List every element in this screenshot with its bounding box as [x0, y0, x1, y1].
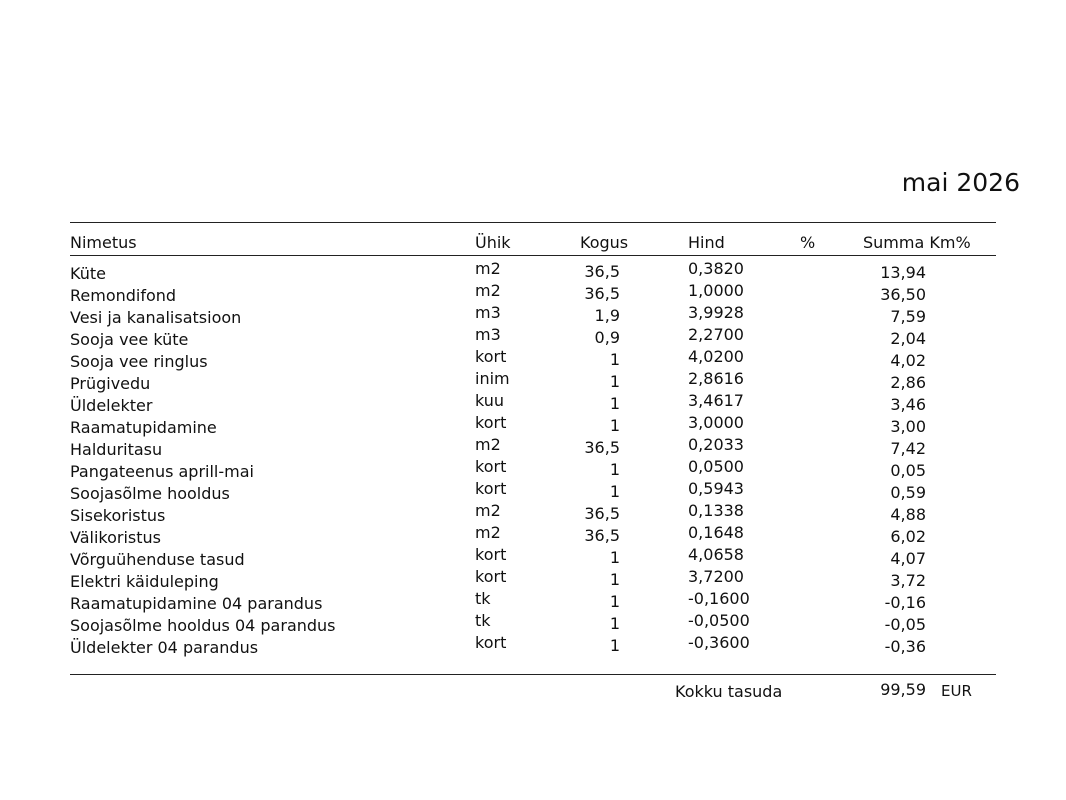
page-title: mai 2026 [901, 168, 1020, 197]
column-header-name: Nimetus [70, 233, 137, 252]
row-price: 4,0200 [688, 347, 744, 366]
table-row [0, 260, 1066, 282]
table-row [0, 436, 1066, 458]
row-sum: 7,42 [890, 439, 926, 458]
row-quantity: 1 [609, 460, 620, 479]
table-bottom-rule [70, 674, 996, 675]
row-name: Soojasõlme hooldus [70, 484, 230, 503]
row-price: 4,0658 [688, 545, 744, 564]
row-unit: kort [475, 413, 507, 432]
table-row [0, 304, 1066, 326]
row-price: 3,7200 [688, 567, 744, 586]
row-price: -0,0500 [688, 611, 750, 630]
row-quantity: 36,5 [584, 262, 620, 281]
row-name: Remondifond [70, 286, 177, 305]
row-name: Küte [70, 264, 106, 283]
row-unit: m3 [475, 303, 501, 322]
row-name: Soojasõlme hooldus 04 parandus [70, 616, 336, 635]
row-price: 2,8616 [688, 369, 744, 388]
row-price: 0,1648 [688, 523, 744, 542]
row-price: 3,0000 [688, 413, 744, 432]
row-quantity: 1 [609, 592, 620, 611]
row-name: Prügivedu [70, 374, 151, 393]
total-value: 99,59 [880, 680, 926, 699]
column-header-price: Hind [688, 233, 725, 252]
column-header-quantity: Kogus [580, 233, 629, 252]
row-sum: 6,02 [890, 527, 926, 546]
row-sum: 0,59 [890, 483, 926, 502]
row-quantity: 1 [609, 372, 620, 391]
row-quantity: 36,5 [584, 284, 620, 303]
total-label: Kokku tasuda [675, 682, 783, 701]
row-unit: m2 [475, 281, 501, 300]
column-header-sum: Summa Km% [863, 233, 971, 252]
table-row [0, 414, 1066, 436]
row-quantity: 1 [609, 416, 620, 435]
row-name: Üldelekter [70, 396, 153, 415]
row-sum: 7,59 [890, 307, 926, 326]
row-sum: -0,05 [884, 615, 926, 634]
row-quantity: 1 [609, 548, 620, 567]
row-sum: 3,00 [890, 417, 926, 436]
row-name: Võrguühenduse tasud [70, 550, 245, 569]
row-quantity: 36,5 [584, 438, 620, 457]
table-row [0, 568, 1066, 590]
row-name: Vesi ja kanalisatsioon [70, 308, 242, 327]
row-sum: 2,86 [890, 373, 926, 392]
row-quantity: 1 [609, 394, 620, 413]
row-price: 0,2033 [688, 435, 744, 454]
table-row [0, 502, 1066, 524]
table-row [0, 282, 1066, 304]
table-row [0, 634, 1066, 656]
column-header-unit: Ühik [475, 233, 511, 252]
row-unit: m2 [475, 523, 501, 542]
row-unit: kort [475, 567, 507, 586]
row-price: -0,3600 [688, 633, 750, 652]
row-sum: 4,02 [890, 351, 926, 370]
row-quantity: 36,5 [584, 526, 620, 545]
row-price: 3,4617 [688, 391, 744, 410]
column-header-percent: % [800, 233, 816, 252]
total-currency: EUR [941, 682, 972, 700]
row-price: 2,2700 [688, 325, 744, 344]
row-name: Sooja vee ringlus [70, 352, 208, 371]
row-sum: 0,05 [890, 461, 926, 480]
row-price: 0,3820 [688, 259, 744, 278]
table-row [0, 392, 1066, 414]
row-price: -0,1600 [688, 589, 750, 608]
row-unit: m2 [475, 435, 501, 454]
row-sum: 3,46 [890, 395, 926, 414]
table-row [0, 524, 1066, 546]
row-quantity: 1 [609, 570, 620, 589]
row-unit: m2 [475, 501, 501, 520]
row-sum: -0,36 [884, 637, 926, 656]
table-top-rule [70, 222, 996, 223]
row-sum: 36,50 [880, 285, 926, 304]
row-name: Elektri käiduleping [70, 572, 219, 591]
row-price: 1,0000 [688, 281, 744, 300]
table-row [0, 326, 1066, 348]
table-row [0, 370, 1066, 392]
table-row [0, 458, 1066, 480]
table-row [0, 612, 1066, 634]
row-price: 0,1338 [688, 501, 744, 520]
row-price: 0,5943 [688, 479, 744, 498]
row-name: Sooja vee küte [70, 330, 189, 349]
row-sum: 4,07 [890, 549, 926, 568]
row-quantity: 1 [609, 482, 620, 501]
row-quantity: 1,9 [594, 306, 620, 325]
table-row [0, 590, 1066, 612]
row-price: 3,9928 [688, 303, 744, 322]
table-row [0, 348, 1066, 370]
row-unit: kort [475, 633, 507, 652]
row-name: Halduritasu [70, 440, 163, 459]
row-unit: tk [475, 589, 491, 608]
row-name: Raamatupidamine 04 parandus [70, 594, 323, 613]
table-row [0, 546, 1066, 568]
row-unit: kort [475, 545, 507, 564]
table-header-rule [70, 255, 996, 256]
row-sum: 4,88 [890, 505, 926, 524]
row-unit: kuu [475, 391, 505, 410]
row-name: Välikoristus [70, 528, 161, 547]
row-unit: kort [475, 479, 507, 498]
row-sum: -0,16 [884, 593, 926, 612]
row-price: 0,0500 [688, 457, 744, 476]
row-name: Raamatupidamine [70, 418, 217, 437]
row-unit: inim [475, 369, 510, 388]
row-quantity: 1 [609, 350, 620, 369]
row-name: Üldelekter 04 parandus [70, 638, 259, 657]
row-unit: m2 [475, 259, 501, 278]
row-sum: 2,04 [890, 329, 926, 348]
row-unit: m3 [475, 325, 501, 344]
table-row [0, 480, 1066, 502]
row-unit: kort [475, 347, 507, 366]
row-sum: 3,72 [890, 571, 926, 590]
row-name: Pangateenus aprill-mai [70, 462, 254, 481]
row-unit: kort [475, 457, 507, 476]
row-quantity: 1 [609, 614, 620, 633]
row-quantity: 36,5 [584, 504, 620, 523]
row-quantity: 0,9 [594, 328, 620, 347]
row-quantity: 1 [609, 636, 620, 655]
row-name: Sisekoristus [70, 506, 166, 525]
row-sum: 13,94 [880, 263, 926, 282]
row-unit: tk [475, 611, 491, 630]
